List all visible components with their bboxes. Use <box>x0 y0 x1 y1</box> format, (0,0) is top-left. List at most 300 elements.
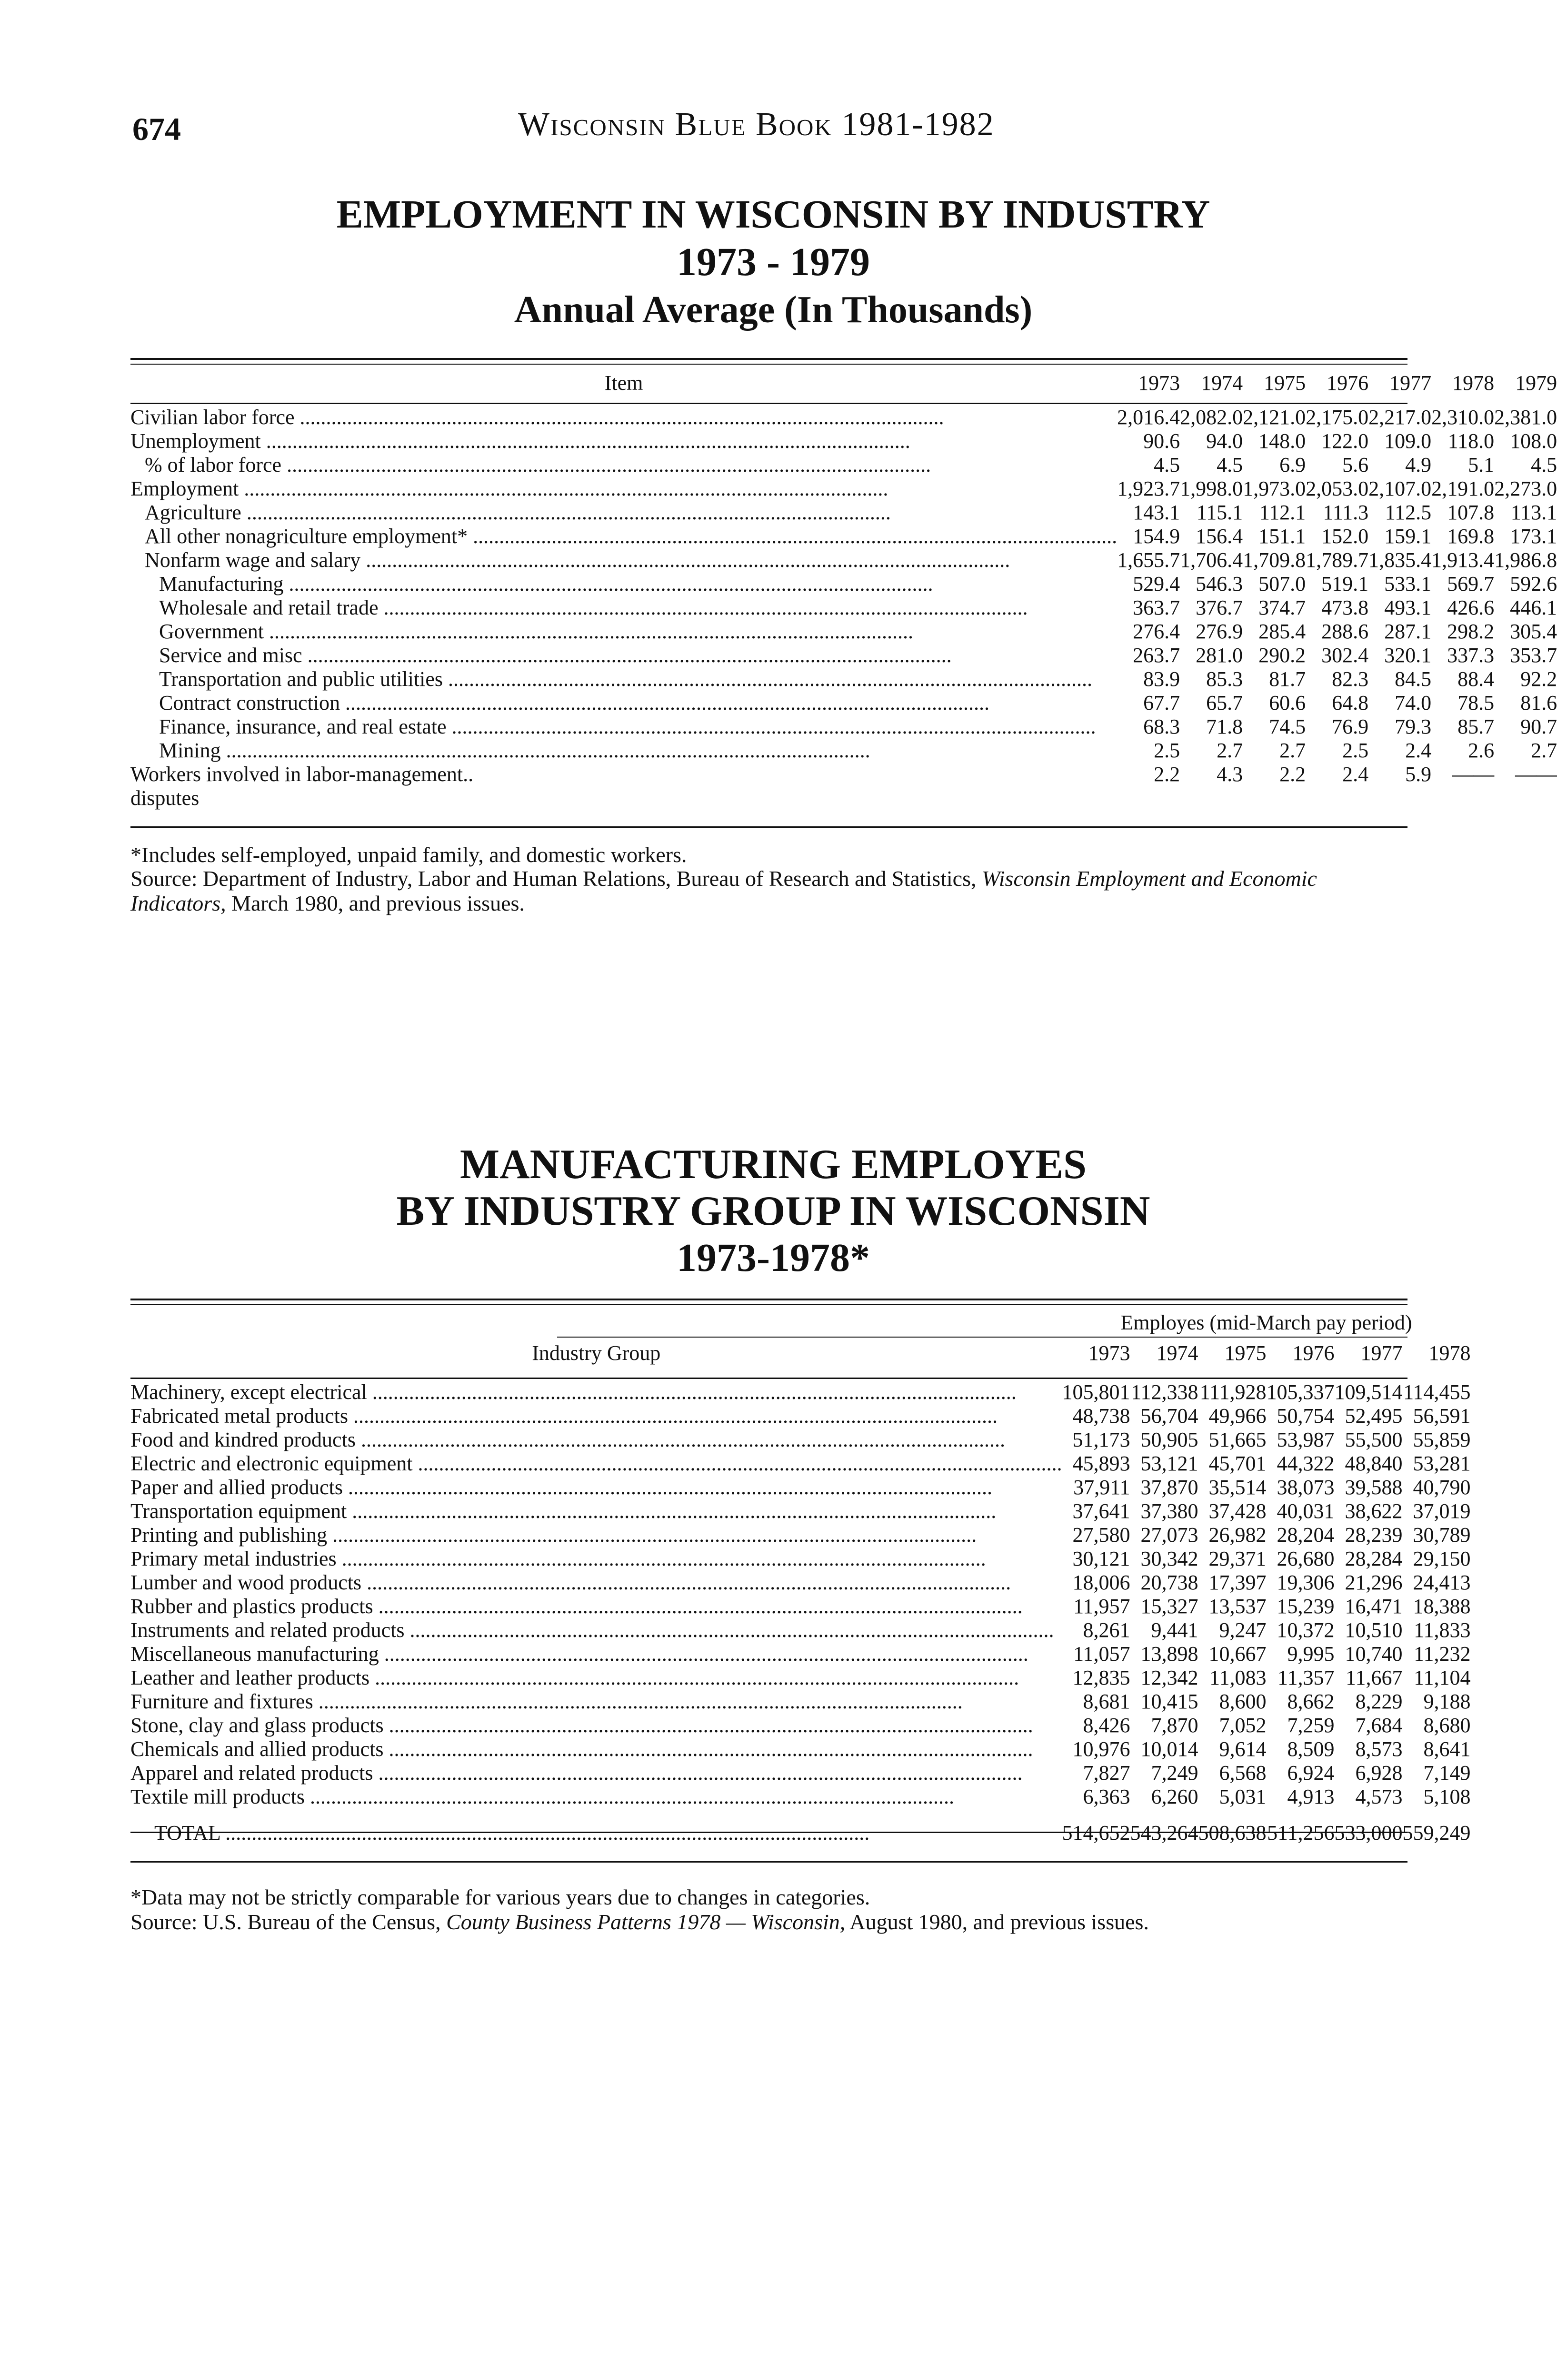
row-value: 159.1 <box>1384 525 1432 548</box>
row-value: 7,870 <box>1151 1714 1198 1737</box>
row-value: 2.7 <box>1279 739 1306 762</box>
row-value: 83.9 <box>1143 667 1180 691</box>
row-value: 507.0 <box>1258 572 1306 595</box>
row-value: 8,680 <box>1423 1714 1471 1737</box>
row-value: 4.5 <box>1154 453 1180 476</box>
row-value: 30,121 <box>1072 1547 1130 1570</box>
row-value: 24,413 <box>1413 1571 1471 1594</box>
row-value: 2,016.4 <box>1117 406 1180 429</box>
row-value: 11,357 <box>1278 1666 1335 1689</box>
row-value: 2,381.0 <box>1494 406 1557 429</box>
table-row <box>130 525 1557 548</box>
row-label: Wholesale and retail trade ..... <box>130 596 1117 620</box>
row-value: 48,738 <box>1072 1404 1130 1428</box>
table1-footnote: *Includes self-employed, unpaid family, and domestic workers. <box>130 843 687 867</box>
row-value: 53,121 <box>1140 1452 1198 1475</box>
table1-top-rule <box>130 358 1407 360</box>
page-number: 674 <box>132 111 181 147</box>
row-value <box>1180 786 1243 810</box>
table1-year-header: 1974 <box>1201 371 1243 395</box>
row-value: 2.5 <box>1342 739 1369 762</box>
row-value: 154.9 <box>1133 525 1180 548</box>
row-value: 76.9 <box>1332 715 1369 738</box>
row-value: 18,006 <box>1072 1571 1130 1594</box>
row-value: 1,835.4 <box>1368 548 1432 572</box>
row-label: Apparel and related products ..... <box>130 1761 1062 1785</box>
row-value: 84.5 <box>1395 667 1432 691</box>
row-value: 2,217.0 <box>1368 406 1432 429</box>
row-value: 37,641 <box>1072 1499 1130 1523</box>
row-value: 9,247 <box>1219 1618 1267 1642</box>
row-value: 302.4 <box>1321 644 1369 667</box>
table-row <box>130 548 1557 572</box>
row-value: 37,428 <box>1208 1499 1267 1523</box>
row-value: —— <box>1515 763 1557 786</box>
row-label: Employment ..... <box>130 477 1117 501</box>
row-value: 169.8 <box>1447 525 1495 548</box>
row-value: 2,121.0 <box>1243 406 1306 429</box>
row-value <box>1368 786 1431 810</box>
row-value: 11,083 <box>1209 1666 1267 1689</box>
row-value: 285.4 <box>1258 620 1306 643</box>
total-value: 514,652 <box>1062 1821 1130 1844</box>
row-value: 281.0 <box>1196 644 1243 667</box>
row-value <box>1243 786 1306 810</box>
table-row <box>130 1499 1471 1523</box>
row-value: 8,261 <box>1083 1618 1130 1642</box>
row-value: 109,514 <box>1334 1380 1403 1404</box>
row-label: Leather and leather products ..... <box>130 1666 1062 1690</box>
table2-group-header: Employes (mid-March pay period) <box>1120 1311 1412 1334</box>
row-label: Rubber and plastics products ..... <box>130 1595 1062 1618</box>
row-value: 82.3 <box>1332 667 1369 691</box>
row-label: Government ..... <box>130 620 1117 644</box>
row-value: 13,898 <box>1140 1642 1198 1666</box>
row-value: 45,893 <box>1072 1452 1130 1475</box>
row-value: 8,229 <box>1355 1690 1403 1713</box>
table2-footnote: *Data may not be strictly comparable for various years due to changes in categories. <box>130 1885 870 1909</box>
row-value: 152.0 <box>1321 525 1369 548</box>
row-value: 112.5 <box>1385 501 1432 524</box>
row-value: 173.1 <box>1510 525 1557 548</box>
row-value: 288.6 <box>1321 620 1369 643</box>
row-value: 6,363 <box>1083 1785 1130 1808</box>
total-row <box>130 1821 1471 1845</box>
row-value: 74.0 <box>1395 691 1432 714</box>
table1-year-header: 1973 <box>1138 371 1180 395</box>
row-label: Nonfarm wage and salary ..... <box>130 548 1117 572</box>
row-value: 2.4 <box>1405 739 1432 762</box>
row-value: 81.6 <box>1520 691 1557 714</box>
row-label: Stone, clay and glass products ..... <box>130 1714 1062 1737</box>
row-value: 35,514 <box>1208 1476 1267 1499</box>
row-value: 44,322 <box>1277 1452 1335 1475</box>
row-value: 156.4 <box>1196 525 1243 548</box>
row-label: All other nonagriculture employment* ..... <box>130 525 1117 548</box>
row-value: 2.6 <box>1468 739 1495 762</box>
row-value: 320.1 <box>1384 644 1432 667</box>
row-label: Chemicals and allied products ..... <box>130 1737 1062 1761</box>
row-value: 65.7 <box>1206 691 1243 714</box>
row-value: 19,306 <box>1277 1571 1335 1594</box>
row-value: 11,057 <box>1073 1642 1130 1666</box>
table-row <box>130 1523 1471 1547</box>
row-value: 2.4 <box>1342 763 1369 786</box>
row-value: 473.8 <box>1321 596 1369 619</box>
row-value: 1,998.0 <box>1180 477 1243 500</box>
row-value: 298.2 <box>1447 620 1495 643</box>
row-value: 5.1 <box>1468 453 1495 476</box>
employment-table <box>130 369 1557 810</box>
row-value: 4.5 <box>1217 453 1243 476</box>
row-value: 276.4 <box>1133 620 1180 643</box>
row-value: 8,509 <box>1287 1737 1335 1761</box>
row-value: 10,415 <box>1140 1690 1198 1713</box>
table-row <box>130 1380 1471 1404</box>
table-row <box>130 1737 1471 1761</box>
table1-year-header: 1976 <box>1327 371 1369 395</box>
row-value: 29,371 <box>1208 1547 1267 1570</box>
row-value: 38,073 <box>1277 1476 1335 1499</box>
row-label: Mining ..... <box>130 739 1117 763</box>
row-value: 8,662 <box>1287 1690 1335 1713</box>
row-value: 30,789 <box>1413 1523 1471 1547</box>
row-value: 122.0 <box>1321 429 1369 453</box>
row-value: 6.9 <box>1279 453 1306 476</box>
row-value: 1,923.7 <box>1117 477 1180 500</box>
table-row <box>130 1404 1471 1428</box>
row-value: 2.5 <box>1154 739 1180 762</box>
table1-top-rule-thin <box>130 364 1407 365</box>
row-value: 13,537 <box>1208 1595 1267 1618</box>
table-row <box>130 1452 1471 1476</box>
row-label: Textile mill products ..... <box>130 1785 1062 1809</box>
row-label: Manufacturing ..... <box>130 572 1117 596</box>
table2-label-header: Industry Group <box>532 1341 661 1365</box>
row-value: 94.0 <box>1206 429 1243 453</box>
table-row <box>130 620 1557 644</box>
row-value: 1,986.8 <box>1494 548 1557 572</box>
row-value: 353.7 <box>1510 644 1557 667</box>
row-value: 56,704 <box>1140 1404 1198 1428</box>
table1-year-header: 1975 <box>1264 371 1306 395</box>
table-row <box>130 572 1557 596</box>
row-value: 1,913.4 <box>1431 548 1495 572</box>
row-value <box>1494 786 1557 810</box>
table2-year-header: 1977 <box>1360 1341 1403 1365</box>
table-row <box>130 1428 1471 1452</box>
row-value: 11,833 <box>1414 1618 1471 1642</box>
row-value: 51,173 <box>1072 1428 1130 1451</box>
row-value: 118.0 <box>1447 429 1495 453</box>
table1-year-header: 1977 <box>1389 371 1432 395</box>
row-value: 5.9 <box>1405 763 1432 786</box>
table-row <box>130 1761 1471 1785</box>
row-value: 287.1 <box>1384 620 1432 643</box>
row-value: 64.8 <box>1332 691 1369 714</box>
row-value: 18,388 <box>1413 1595 1471 1618</box>
row-value: 2,273.0 <box>1494 477 1557 500</box>
row-value: 9,995 <box>1287 1642 1335 1666</box>
row-value: 40,790 <box>1413 1476 1471 1499</box>
row-value: 115.1 <box>1196 501 1243 524</box>
row-value: 55,859 <box>1413 1428 1471 1451</box>
row-value: 11,232 <box>1414 1642 1471 1666</box>
row-value: 533.1 <box>1384 572 1432 595</box>
row-value: 50,754 <box>1277 1404 1335 1428</box>
row-value: 16,471 <box>1345 1595 1403 1618</box>
row-value: 109.0 <box>1384 429 1432 453</box>
row-value: 1,973.0 <box>1243 477 1306 500</box>
table-row <box>130 691 1557 715</box>
row-value: 113.1 <box>1510 501 1557 524</box>
row-value: 1,706.4 <box>1180 548 1243 572</box>
row-value: 27,580 <box>1072 1523 1130 1547</box>
row-value: 6,260 <box>1151 1785 1198 1808</box>
table-row <box>130 429 1557 453</box>
row-value: 12,835 <box>1072 1666 1130 1689</box>
row-value: 493.1 <box>1384 596 1432 619</box>
row-value: 2.2 <box>1279 763 1306 786</box>
row-value: 21,296 <box>1345 1571 1403 1594</box>
table-row <box>130 406 1557 429</box>
row-label: Finance, insurance, and real estate ..... <box>130 715 1117 739</box>
row-value: 56,591 <box>1413 1404 1471 1428</box>
total-value: 511,256 <box>1267 1821 1335 1844</box>
row-value: 6,928 <box>1355 1761 1403 1785</box>
table-row <box>130 596 1557 620</box>
row-label: Printing and publishing ..... <box>130 1523 1062 1547</box>
row-value: 9,188 <box>1423 1690 1471 1713</box>
row-value: 376.7 <box>1196 596 1243 619</box>
row-label: Contract construction ..... <box>130 691 1117 715</box>
table1-years: 1973 - 1979 <box>677 240 870 284</box>
row-label: Transportation and public utilities ..... <box>130 667 1117 691</box>
row-value <box>1431 786 1494 810</box>
table2-header-row <box>130 1337 1471 1370</box>
row-label: Fabricated metal products ..... <box>130 1404 1062 1428</box>
row-value: 519.1 <box>1321 572 1369 595</box>
row-value: 529.4 <box>1133 572 1180 595</box>
row-value: 68.3 <box>1143 715 1180 738</box>
row-label: Furniture and fixtures ..... <box>130 1690 1062 1714</box>
row-value: 10,510 <box>1345 1618 1403 1642</box>
row-value: 105,337 <box>1266 1380 1335 1404</box>
row-value: 88.4 <box>1457 667 1495 691</box>
row-value: 569.7 <box>1447 572 1495 595</box>
table-row <box>130 453 1557 477</box>
row-value: 81.7 <box>1269 667 1306 691</box>
row-value: 10,014 <box>1140 1737 1198 1761</box>
row-value: 263.7 <box>1133 644 1180 667</box>
table2-year-header: 1973 <box>1088 1341 1130 1365</box>
table-row <box>130 1666 1471 1690</box>
row-value: 5.6 <box>1342 453 1369 476</box>
row-value: 592.6 <box>1510 572 1557 595</box>
row-value: 363.7 <box>1133 596 1180 619</box>
table2-source: Source: U.S. Bureau of the Census, County Business Patterns 1978 — Wisconsin, August 1980, and previous issues. <box>130 1910 1149 1934</box>
row-value: 5,108 <box>1423 1785 1471 1808</box>
row-value: 71.8 <box>1206 715 1243 738</box>
table-row <box>130 715 1557 739</box>
table-row <box>130 644 1557 667</box>
row-value: 446.1 <box>1510 596 1557 619</box>
row-value: 38,622 <box>1345 1499 1403 1523</box>
row-value: 4.9 <box>1405 453 1432 476</box>
row-value: 4,913 <box>1287 1785 1335 1808</box>
table1-subtitle: Annual Average (In Thousands) <box>514 289 1033 331</box>
row-value: 11,104 <box>1414 1666 1471 1689</box>
row-value: 112,338 <box>1131 1380 1198 1404</box>
row-label: disputes <box>130 786 200 810</box>
row-value: 40,031 <box>1277 1499 1335 1523</box>
table-row <box>130 477 1557 501</box>
row-value: 1,789.7 <box>1306 548 1369 572</box>
row-value: 7,259 <box>1287 1714 1335 1737</box>
row-value: 50,905 <box>1140 1428 1198 1451</box>
row-value: 4.3 <box>1217 763 1243 786</box>
row-value: 7,249 <box>1151 1761 1198 1785</box>
table-row <box>130 1571 1471 1595</box>
row-value: 276.9 <box>1196 620 1243 643</box>
row-value: 112.1 <box>1259 501 1306 524</box>
row-value: 7,827 <box>1083 1761 1130 1785</box>
row-value: 12,342 <box>1140 1666 1198 1689</box>
row-value: 2,082.0 <box>1180 406 1243 429</box>
row-value: 10,372 <box>1277 1618 1335 1642</box>
total-value: 543,264 <box>1130 1821 1198 1844</box>
row-value: 143.1 <box>1133 501 1180 524</box>
row-value: 148.0 <box>1258 429 1306 453</box>
table-row <box>130 1785 1471 1809</box>
row-value: 15,327 <box>1140 1595 1198 1618</box>
row-label: Agriculture ..... <box>130 501 1117 525</box>
row-value: 52,495 <box>1345 1404 1403 1428</box>
row-value: 55,500 <box>1345 1428 1403 1451</box>
row-value: 6,568 <box>1219 1761 1267 1785</box>
row-value: 53,987 <box>1277 1428 1335 1451</box>
row-label: Food and kindred products ..... <box>130 1428 1062 1452</box>
row-value: 111.3 <box>1323 501 1369 524</box>
row-value: 39,588 <box>1345 1476 1403 1499</box>
row-value <box>1306 786 1368 810</box>
row-value: 7,149 <box>1423 1761 1471 1785</box>
row-value: 92.2 <box>1520 667 1557 691</box>
row-value: 37,380 <box>1140 1499 1198 1523</box>
manufacturing-table <box>130 1309 1471 1845</box>
row-value: 17,397 <box>1208 1571 1267 1594</box>
table1-bottom-rule <box>130 826 1407 828</box>
row-value: 2,175.0 <box>1306 406 1369 429</box>
row-value: 114,455 <box>1403 1380 1471 1404</box>
row-value: 107.8 <box>1447 501 1495 524</box>
table2-year-header: 1975 <box>1224 1341 1267 1365</box>
row-label: Paper and allied products ..... <box>130 1476 1062 1499</box>
row-value: 2.7 <box>1217 739 1243 762</box>
row-label: Civilian labor force ..... <box>130 406 1117 429</box>
table1-item-header: Item <box>604 371 643 395</box>
row-value: 29,150 <box>1413 1547 1471 1570</box>
row-value: 546.3 <box>1196 572 1243 595</box>
table1-year-header: 1978 <box>1452 371 1495 395</box>
row-value: 11,957 <box>1073 1595 1130 1618</box>
row-value: 2,191.0 <box>1431 477 1495 500</box>
row-value: 5,031 <box>1219 1785 1267 1808</box>
row-value: 105,801 <box>1062 1380 1130 1404</box>
row-value: 426.6 <box>1447 596 1495 619</box>
row-label: Instruments and related products ..... <box>130 1618 1062 1642</box>
table2-year-header: 1978 <box>1428 1341 1471 1365</box>
table-row <box>130 667 1557 691</box>
row-value: 51,665 <box>1208 1428 1267 1451</box>
row-label: Electric and electronic equipment ..... <box>130 1452 1062 1476</box>
row-value: 28,239 <box>1345 1523 1403 1547</box>
table2-year-header: 1976 <box>1292 1341 1335 1365</box>
table-row <box>130 1714 1471 1737</box>
table2-year-header: 1974 <box>1156 1341 1198 1365</box>
row-value: —— <box>1452 763 1495 786</box>
row-value: 8,600 <box>1219 1690 1267 1713</box>
table2-title-line2: BY INDUSTRY GROUP IN WISCONSIN <box>396 1188 1150 1234</box>
row-value <box>1117 786 1180 810</box>
row-value: 90.6 <box>1143 429 1180 453</box>
row-value: 30,342 <box>1140 1547 1198 1570</box>
row-value: 78.5 <box>1457 691 1495 714</box>
row-value: 27,073 <box>1140 1523 1198 1547</box>
row-label: Miscellaneous manufacturing ..... <box>130 1642 1062 1666</box>
table2-title: MANUFACTURING EMPLOYES <box>460 1141 1087 1188</box>
row-value: 26,680 <box>1277 1547 1335 1570</box>
table1-header-row <box>130 369 1557 397</box>
table-row <box>130 1595 1471 1618</box>
row-value: 15,239 <box>1277 1595 1335 1618</box>
total-label: TOTAL ..... <box>130 1821 1062 1845</box>
row-label: Primary metal industries ..... <box>130 1547 1062 1571</box>
row-value: 2.7 <box>1531 739 1557 762</box>
row-value: 7,684 <box>1355 1714 1403 1737</box>
row-value: 108.0 <box>1510 429 1557 453</box>
row-value: 151.1 <box>1258 525 1306 548</box>
table1-title: EMPLOYMENT IN WISCONSIN BY INDUSTRY <box>336 192 1210 237</box>
row-value: 2,310.0 <box>1431 406 1495 429</box>
table2-bottom-rule <box>130 1861 1407 1863</box>
row-value: 7,052 <box>1219 1714 1267 1737</box>
row-value: 9,614 <box>1219 1737 1267 1761</box>
table-row <box>130 763 1557 786</box>
total-value: 508,638 <box>1198 1821 1267 1844</box>
row-value: 111,928 <box>1199 1380 1267 1404</box>
row-value: 4,573 <box>1355 1785 1403 1808</box>
table-row <box>130 1476 1471 1499</box>
row-label: Machinery, except electrical ..... <box>130 1380 1062 1404</box>
row-value: 9,441 <box>1151 1618 1198 1642</box>
table-row <box>130 1618 1471 1642</box>
row-label: Lumber and wood products ..... <box>130 1571 1062 1595</box>
row-value: 290.2 <box>1258 644 1306 667</box>
table2-top-rule-thin <box>130 1304 1407 1305</box>
row-value: 11,667 <box>1346 1666 1403 1689</box>
row-value: 20,738 <box>1140 1571 1198 1594</box>
row-value: 67.7 <box>1143 691 1180 714</box>
row-value: 2,107.0 <box>1368 477 1432 500</box>
row-value: 28,284 <box>1345 1547 1403 1570</box>
row-value: 8,573 <box>1355 1737 1403 1761</box>
table1-source: Source: Department of Industry, Labor and Human Relations, Bureau of Research and Statistics, Wisconsin Employment and Economic Indicators, March 1980, and previous issues. <box>130 866 1317 915</box>
row-value: 8,681 <box>1083 1690 1130 1713</box>
row-value: 37,911 <box>1073 1476 1130 1499</box>
row-value: 305.4 <box>1510 620 1557 643</box>
row-value: 45,701 <box>1208 1452 1267 1475</box>
